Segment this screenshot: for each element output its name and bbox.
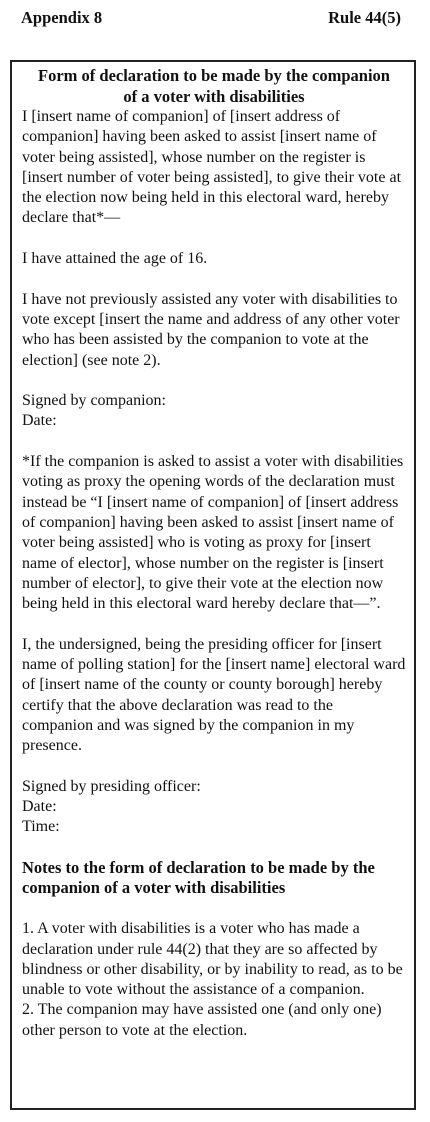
spacer (22, 229, 406, 249)
officer-date-line: Date: (22, 798, 57, 816)
notes-title: Notes to the form of declaration to be made by the companion of a voter with disabilities (22, 857, 375, 898)
declaration-form-box (10, 60, 416, 1110)
age-statement: I have attained the age of 16. (22, 250, 208, 268)
note-2: 2. The companion may have assisted one (and only one) other person to vote at the election. (22, 1001, 382, 1039)
note-1: 1. A voter with disabilities is a voter who has made a declaration under rule 44(2) that they are so affected by blindness or other disability, or by inability to read, as to be unable to vote without the assistance of a companion. (22, 920, 403, 999)
spacer (22, 899, 406, 919)
previous-assist-statement: I have not previously assisted any voter with disabilities to vote except [insert the name and address of any other voter who has been assisted by the companion to vote at the election] (see note 2). (22, 290, 400, 369)
spacer (22, 269, 406, 289)
rule-reference: Rule 44(5) (328, 8, 401, 27)
companion-date-line: Date: (22, 412, 57, 430)
appendix-label: Appendix 8 (21, 8, 103, 27)
spacer (22, 432, 406, 452)
spacer (22, 838, 406, 858)
officer-signature-line: Signed by presiding officer: (22, 777, 201, 795)
spacer (22, 614, 406, 634)
officer-certification: I, the undersigned, being the presiding officer for [insert name of polling station] for the [insert name] electoral ward of [insert name of the county or county borough] hereby certify that the above declaration was read to the companion and was signed by the companion in my presence. (22, 635, 406, 755)
page-header (21, 8, 401, 28)
officer-time-line: Time: (22, 818, 60, 836)
form-title (22, 66, 406, 107)
form-title-line-1: Form of declaration to be made by the companion (38, 66, 390, 85)
declaration-intro: I [insert name of companion] of [insert address of companion] having been asked to assist [insert name of voter being assisted], whose number on the register is [insert number of voter being assisted], to give their vote at the election now being held in this electoral ward, hereby declare that*— (22, 108, 402, 227)
proxy-note: *If the companion is asked to assist a voter with disabilities voting as proxy the opening words of the declaration must instead be “I [insert name of companion] of [insert address of companion] having been asked to assist [insert name of voter being assisted] who is voting as proxy for [insert name of elector], whose number on the register is [insert number of elector], to give their vote at the election now being held in this electoral ward hereby declare that—”. (22, 453, 404, 613)
companion-signature-line: Signed by companion: (22, 392, 166, 410)
spacer (22, 371, 406, 391)
spacer (22, 757, 406, 777)
form-title-line-2: of a voter with disabilities (123, 86, 305, 106)
